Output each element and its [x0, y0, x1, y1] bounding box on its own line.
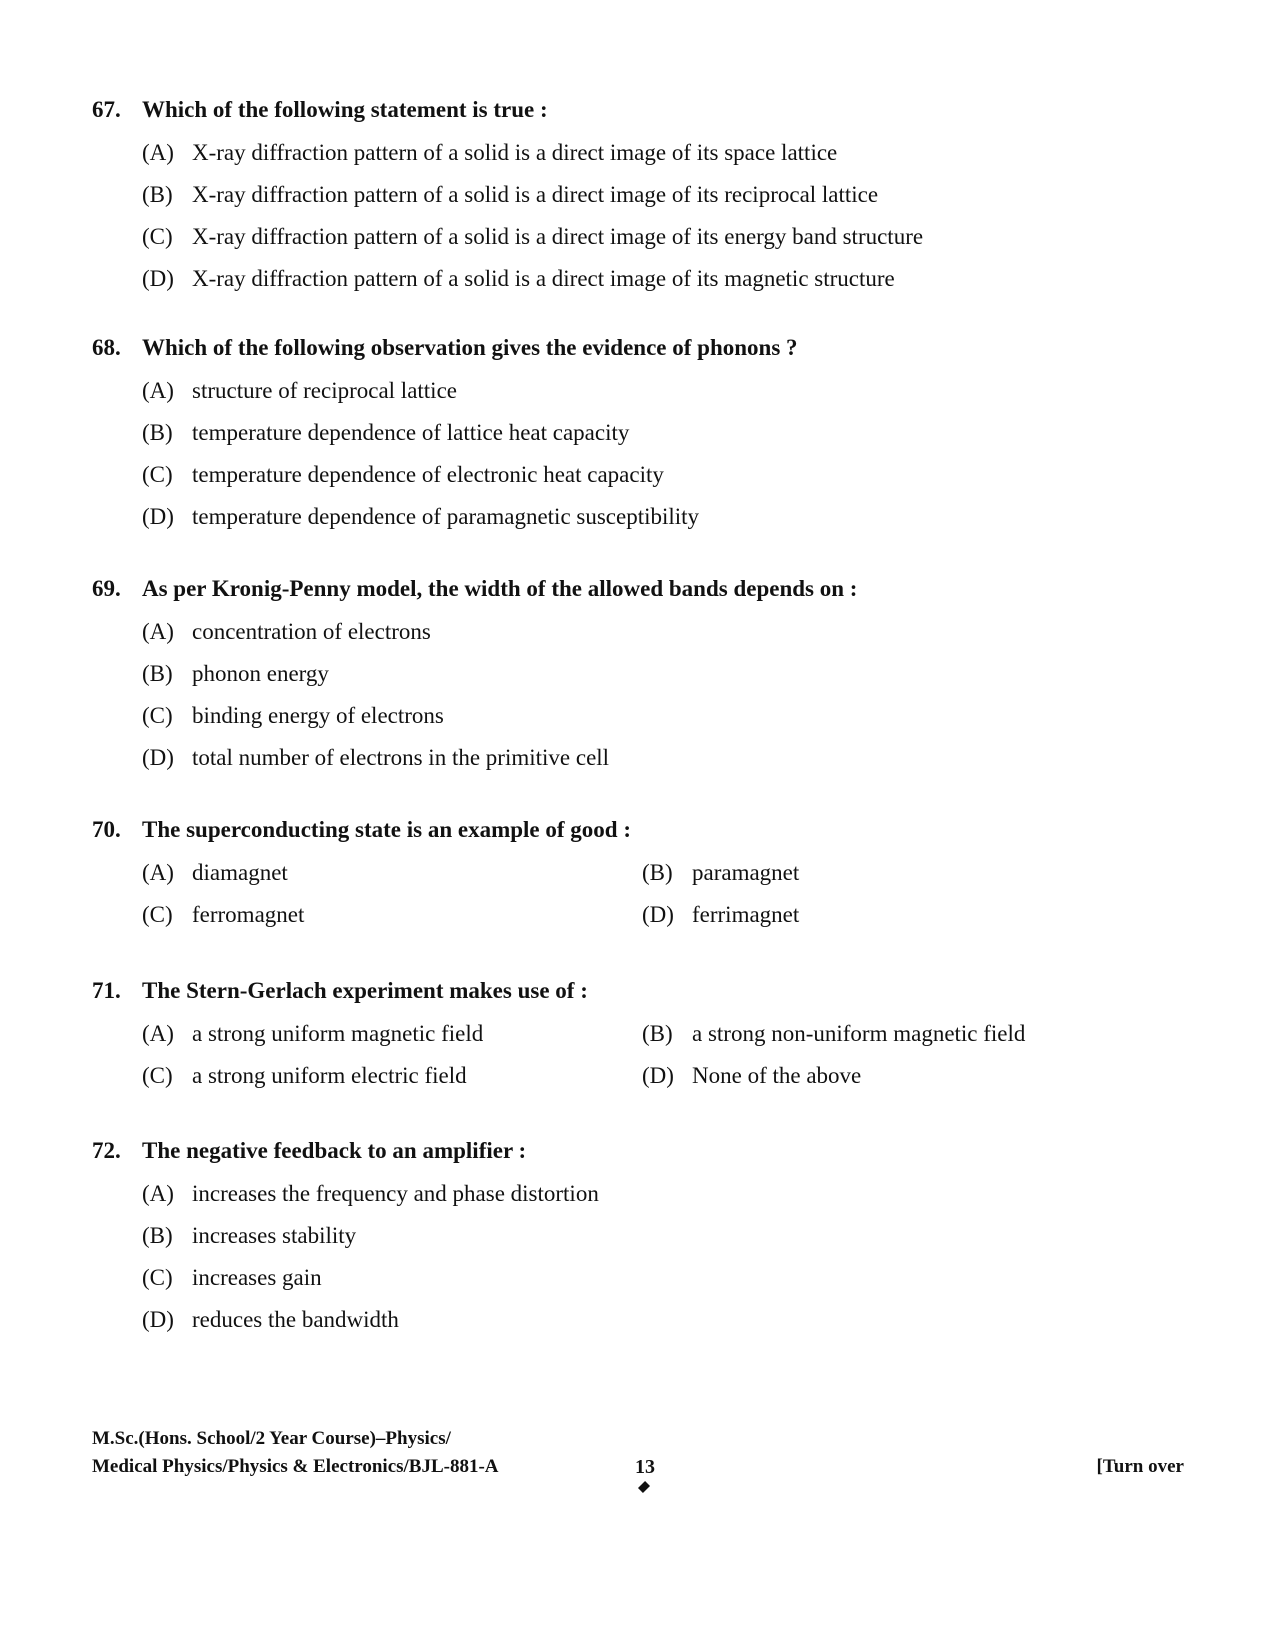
option-text: X-ray diffraction pattern of a solid is a direct image of its reciprocal lattice	[192, 182, 879, 207]
option-key: (A)	[142, 140, 174, 165]
option-list	[142, 1173, 1192, 1341]
option-d	[642, 894, 1142, 936]
option-text: X-ray diffraction pattern of a solid is a direct image of its space lattice	[192, 140, 838, 165]
option-key: (C)	[142, 1063, 173, 1088]
option-key: (C)	[142, 902, 173, 927]
option-text: diamagnet	[192, 860, 288, 885]
option-c	[142, 216, 1192, 258]
option-b	[642, 1013, 1142, 1055]
option-text: a strong non-uniform magnetic field	[692, 1021, 1026, 1046]
option-text: ferromagnet	[192, 902, 305, 927]
question-68	[92, 334, 1192, 538]
option-key: (C)	[142, 1265, 173, 1290]
option-a	[142, 852, 642, 894]
question-text: Which of the following observation gives the evidence of phonons ?	[142, 335, 798, 360]
question-number: 68.	[92, 335, 121, 360]
option-b	[142, 174, 1192, 216]
option-key: (B)	[642, 860, 673, 885]
question-number: 72.	[92, 1138, 121, 1163]
option-key: (D)	[142, 1307, 174, 1332]
option-c	[142, 454, 1192, 496]
question-text: The Stern-Gerlach experiment makes use of :	[142, 978, 588, 1003]
option-key: (B)	[142, 182, 173, 207]
question-text: The negative feedback to an amplifier :	[142, 1138, 527, 1163]
option-c	[142, 1055, 642, 1097]
option-b	[142, 653, 1192, 695]
option-text: temperature dependence of paramagnetic susceptibility	[192, 504, 700, 529]
question-number: 69.	[92, 576, 121, 601]
option-d	[142, 1299, 1192, 1341]
turn-over-note: [Turn over	[1096, 1456, 1184, 1477]
option-text: temperature dependence of electronic heat capacity	[192, 462, 664, 487]
question-header	[92, 96, 1192, 124]
option-b	[142, 1215, 1192, 1257]
question-header	[92, 977, 1192, 1005]
option-list	[142, 370, 1192, 538]
option-key: (A)	[142, 1181, 174, 1206]
option-d	[142, 496, 1192, 538]
option-key: (B)	[142, 661, 173, 686]
option-key: (B)	[642, 1021, 673, 1046]
option-key: (A)	[142, 860, 174, 885]
option-key: (B)	[142, 1223, 173, 1248]
option-text: a strong uniform magnetic field	[192, 1021, 484, 1046]
option-text: increases the frequency and phase distortion	[192, 1181, 599, 1206]
option-a	[142, 611, 1192, 653]
question-text: The superconducting state is an example of good :	[142, 817, 631, 842]
option-key: (D)	[142, 266, 174, 291]
option-text: reduces the bandwidth	[192, 1307, 399, 1332]
option-key: (B)	[142, 420, 173, 445]
option-c	[142, 1257, 1192, 1299]
option-d	[142, 737, 1192, 779]
page-number: 13	[635, 1456, 655, 1478]
course-line-1: M.Sc.(Hons. School/2 Year Course)–Physics/	[92, 1428, 451, 1449]
question-71	[92, 977, 1192, 1097]
course-line-2: Medical Physics/Physics & Electronics/BJL-881-A	[92, 1456, 499, 1477]
option-key: (A)	[142, 1021, 174, 1046]
course-code	[92, 1425, 499, 1481]
option-text: X-ray diffraction pattern of a solid is a direct image of its energy band structure	[192, 224, 924, 249]
option-c	[142, 894, 642, 936]
question-header	[92, 1137, 1192, 1165]
diamond-icon	[638, 1481, 650, 1493]
option-key: (D)	[642, 1063, 674, 1088]
question-69	[92, 575, 1192, 779]
option-text: increases stability	[192, 1223, 357, 1248]
question-70	[92, 816, 1192, 936]
option-key: (A)	[142, 619, 174, 644]
option-list	[142, 132, 1192, 300]
question-text: Which of the following statement is true :	[142, 97, 548, 122]
option-a	[142, 132, 1192, 174]
option-key: (C)	[142, 703, 173, 728]
option-a	[142, 1173, 1192, 1215]
option-c	[142, 695, 1192, 737]
option-key: (D)	[142, 504, 174, 529]
option-d	[642, 1055, 1142, 1097]
option-text: X-ray diffraction pattern of a solid is a direct image of its magnetic structure	[192, 266, 895, 291]
question-text: As per Kronig-Penny model, the width of the allowed bands depends on :	[142, 576, 858, 601]
option-key: (A)	[142, 378, 174, 403]
question-number: 71.	[92, 978, 121, 1003]
option-text: None of the above	[692, 1063, 862, 1088]
option-text: a strong uniform electric field	[192, 1063, 467, 1088]
option-text: increases gain	[192, 1265, 322, 1290]
option-b	[642, 852, 1142, 894]
option-text: temperature dependence of lattice heat capacity	[192, 420, 630, 445]
option-key: (D)	[642, 902, 674, 927]
question-72	[92, 1137, 1192, 1341]
option-d	[142, 258, 1192, 300]
option-a	[142, 370, 1192, 412]
question-header	[92, 816, 1192, 844]
option-text: ferrimagnet	[692, 902, 800, 927]
option-list	[142, 611, 1192, 779]
question-number: 67.	[92, 97, 121, 122]
option-grid	[142, 852, 1192, 936]
option-text: total number of electrons in the primitive cell	[192, 745, 610, 770]
option-text: paramagnet	[692, 860, 800, 885]
option-a	[142, 1013, 642, 1055]
option-key: (D)	[142, 745, 174, 770]
question-number: 70.	[92, 817, 121, 842]
question-header	[92, 575, 1192, 603]
option-text: structure of reciprocal lattice	[192, 378, 457, 403]
option-key: (C)	[142, 462, 173, 487]
option-text: binding energy of electrons	[192, 703, 444, 728]
option-b	[142, 412, 1192, 454]
option-text: concentration of electrons	[192, 619, 431, 644]
option-key: (C)	[142, 224, 173, 249]
question-header	[92, 334, 1192, 362]
option-text: phonon energy	[192, 661, 329, 686]
option-grid	[142, 1013, 1192, 1097]
question-67	[92, 96, 1192, 300]
